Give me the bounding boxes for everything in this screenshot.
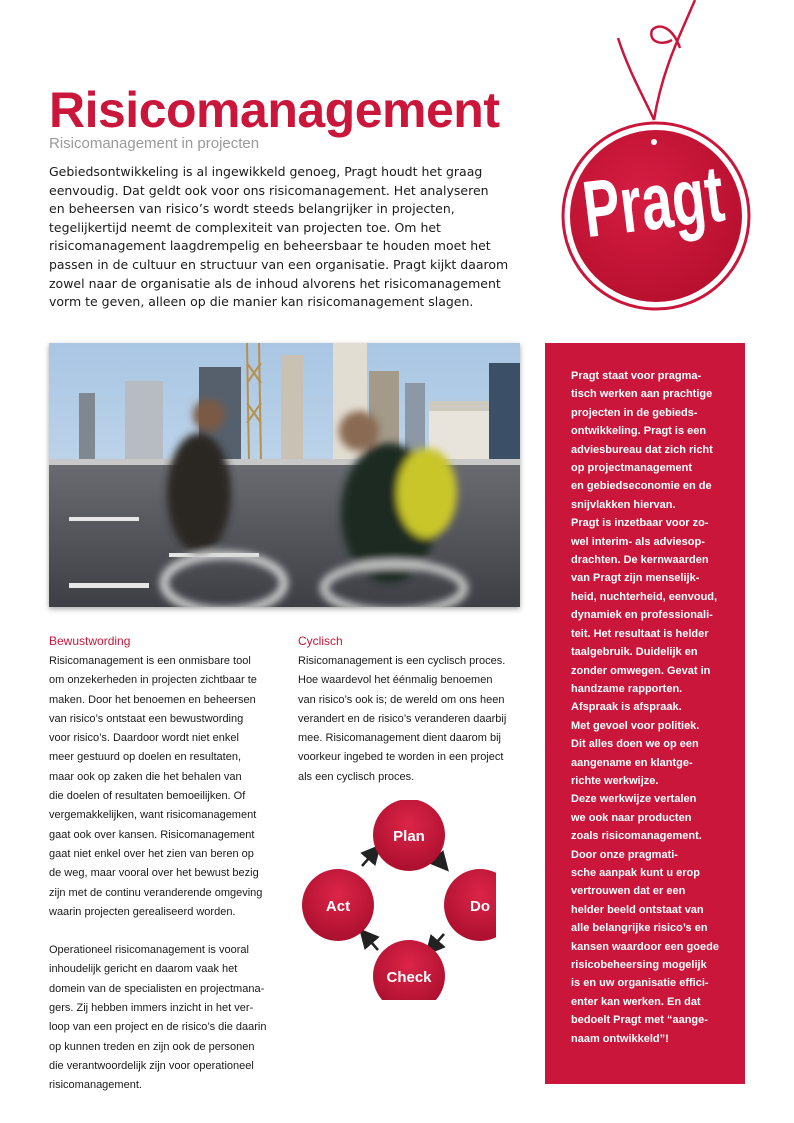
sidebar-line: wel interim- als adviesop- — [571, 535, 705, 548]
text-line: maar ook op zaken die het behalen van — [49, 770, 242, 783]
pdca-cycle-diagram — [296, 800, 496, 1000]
sidebar-line: ontwikkeling. Pragt is een — [571, 425, 707, 438]
sidebar-text — [571, 367, 743, 1048]
node-act-label: Act — [325, 898, 351, 915]
sidebar-line: alle belangrijke risico’s en — [571, 922, 708, 935]
sidebar-line: bedoelt Pragt met “aange- — [571, 1014, 708, 1027]
text-line: mee. Risicomanagement dient daarom bij — [298, 732, 501, 745]
text-line: op kunnen treden en zijn ook de personen — [49, 1040, 255, 1053]
text-line: gers. Zij hebben immers inzicht in het ver- — [49, 1002, 254, 1015]
cyclists-photo — [49, 343, 520, 607]
sidebar-line: we ook naar producten — [571, 811, 692, 824]
intro-line: risicomanagement laagdrempelig en beheersbaar te houden moet het — [49, 238, 491, 254]
text-line: inhoudelijk gericht en daarom vaak het — [49, 963, 238, 976]
text-line: voorkeur ingebed te worden in een project — [298, 751, 504, 764]
intro-line: tegelijkertijd neemt de complexiteit van projecten toe. Om het — [49, 219, 441, 235]
sidebar-line: van Pragt zijn menselijk- — [571, 572, 700, 585]
sidebar-line: taalgebruik. Duidelijk en — [571, 646, 698, 659]
sidebar-line: drachten. De kernwaarden — [571, 554, 709, 567]
sidebar-line: handzame rapporten. — [571, 682, 683, 695]
sidebar-line: Pragt staat voor pragma- — [571, 370, 702, 382]
sidebar-line: teit. Het resultaat is helder — [571, 627, 709, 640]
intro-line: passen in de cultuur en structuur van een organisatie. Pragt kijkt daarom — [49, 256, 509, 272]
sidebar-line: kansen waardoor een goede — [571, 940, 719, 953]
text-line: waarin projecten gerealiseerd worden. — [49, 905, 236, 918]
intro-line: Gebiedsontwikkeling is al ingewikkeld genoeg, Pragt houdt het graag — [49, 164, 483, 179]
logo-hook — [651, 139, 657, 145]
sidebar-line: Dit alles doen we op een — [571, 738, 699, 751]
sidebar-line: helder beeld ontstaat van — [571, 903, 704, 916]
bewustwording-section — [49, 634, 289, 1096]
sidebar-line: enter kan werken. En dat — [571, 995, 701, 1008]
node-act — [302, 869, 374, 941]
pragt-logo — [530, 0, 794, 315]
node-check-label: Check — [386, 969, 432, 986]
intro-line: en beheersen van risico’s wordt steeds belangrijker in projecten, — [49, 201, 455, 217]
sidebar-line: is en uw organisatie effici- — [571, 977, 709, 990]
cyclisch-paragraph — [298, 652, 538, 787]
sidebar-line: zonder omwegen. Gevat in — [571, 664, 711, 677]
sidebar-line: risicobeheersing mogelijk — [571, 959, 707, 971]
page-title: Risicomanagement — [49, 82, 500, 138]
sidebar-line: Deze werkwijze vertalen — [571, 793, 697, 806]
text-line: gaat niet enkel over het zien van beren op — [49, 847, 254, 860]
sidebar-line: richte werkwijze. — [571, 774, 659, 787]
text-line: gaat ook over kansen. Risicomanagement — [49, 828, 255, 841]
sidebar-line: heid, nuchterheid, eenvoud, — [571, 590, 718, 603]
sidebar-line: zoals risicomanagement. — [571, 830, 702, 843]
sidebar-line: op projectmanagement — [571, 462, 693, 475]
pragt-sidebar — [545, 343, 745, 1084]
text-line: verandert en de risico’s veranderen daarbij — [298, 712, 507, 725]
sidebar-line: sche aanpak kunt u erop — [571, 866, 700, 879]
node-do-label: Do — [470, 898, 490, 915]
text-line: zijn met de continu veranderende omgeving — [49, 886, 263, 899]
intro-line: eenvoudig. Dat geldt ook voor ons risicomanagement. Het analyseren — [49, 182, 489, 198]
text-line: domein van de specialisten en projectmana- — [49, 982, 265, 995]
logo-string-curl — [651, 0, 695, 120]
text-line: die doelen of resultaten bemoeilijken. Of — [49, 790, 246, 803]
sidebar-line: snijvlakken hiervan. — [571, 498, 676, 511]
sidebar-line: Pragt is inzetbaar voor zo- — [571, 517, 709, 530]
text-line: vergemakkelijken, want risicomanagement — [49, 809, 257, 822]
node-check — [373, 940, 445, 1000]
text-line: die verantwoordelijk zijn voor operationeel — [49, 1059, 254, 1072]
sidebar-line: tisch werken aan prachtige — [571, 388, 713, 401]
sidebar-line: Door onze pragmati- — [571, 848, 678, 861]
operationeel-paragraph — [49, 941, 289, 1095]
text-line: Risicomanagement is een onmisbare tool — [49, 655, 251, 667]
sidebar-line: en gebiedseconomie en de — [571, 480, 712, 493]
text-line: van risico’s ook is; de wereld om ons heen — [298, 693, 505, 706]
bewustwording-heading: Bewustwording — [49, 634, 131, 648]
cyclisch-section — [298, 634, 538, 787]
text-line: om onzekerheden in projecten zichtbaar te — [49, 674, 257, 687]
text-line: maken. Door het benoemen en beheersen — [49, 693, 256, 706]
text-line: als een cyclisch proces. — [298, 770, 415, 783]
sidebar-line: adviesbureau dat zich richt — [571, 443, 713, 456]
node-plan-label: Plan — [393, 828, 425, 845]
arrow-act-plan — [362, 850, 376, 866]
node-plan — [373, 800, 445, 871]
cyclisch-heading: Cyclisch — [298, 634, 343, 648]
text-line: Operationeel risicomanagement is vooral — [49, 944, 249, 957]
intro-paragraph — [49, 163, 529, 312]
text-line: meer gestuurd op doelen en resultaten, — [49, 751, 242, 764]
sidebar-line: vertrouwen dat er een — [571, 885, 686, 898]
logo-string — [618, 38, 654, 120]
sidebar-line: projecten in de gebieds- — [571, 406, 698, 419]
page-subtitle: Risicomanagement in projecten — [49, 135, 260, 152]
sidebar-line: naam ontwikkeld”! — [571, 1032, 669, 1045]
text-line: Risicomanagement is een cyclisch proces. — [298, 655, 506, 667]
sidebar-line: Afspraak is afspraak. — [571, 701, 682, 714]
text-line: van risico’s ontstaat een bewustwording — [49, 712, 244, 725]
intro-line: zowel naar de organisatie als de inhoud alvorens het risicomanagement — [49, 275, 501, 291]
bewustwording-paragraph — [49, 652, 289, 922]
text-line: Hoe waardevol het éénmalig benoemen — [298, 674, 493, 687]
arrow-check-act — [364, 934, 378, 950]
intro-line: vorm te geven, alleen op die manier kan risicomanagement slagen. — [49, 294, 474, 310]
text-line: loop van een project en de risico’s die daarin — [49, 1021, 267, 1034]
arrow-do-check — [430, 934, 444, 950]
text-line: de weg, maar vooral over het bewust bezig — [49, 867, 259, 880]
text-line: risicomanagement. — [49, 1079, 142, 1092]
sidebar-line: dynamiek en professionali- — [571, 609, 713, 622]
text-line: voor risico’s. Daardoor wordt niet enkel — [49, 732, 239, 745]
node-do — [444, 869, 496, 941]
sidebar-line: Met gevoel voor politiek. — [571, 719, 700, 732]
sidebar-line: aangename en klantge- — [571, 756, 693, 769]
logo-text: Pragt — [578, 148, 729, 255]
